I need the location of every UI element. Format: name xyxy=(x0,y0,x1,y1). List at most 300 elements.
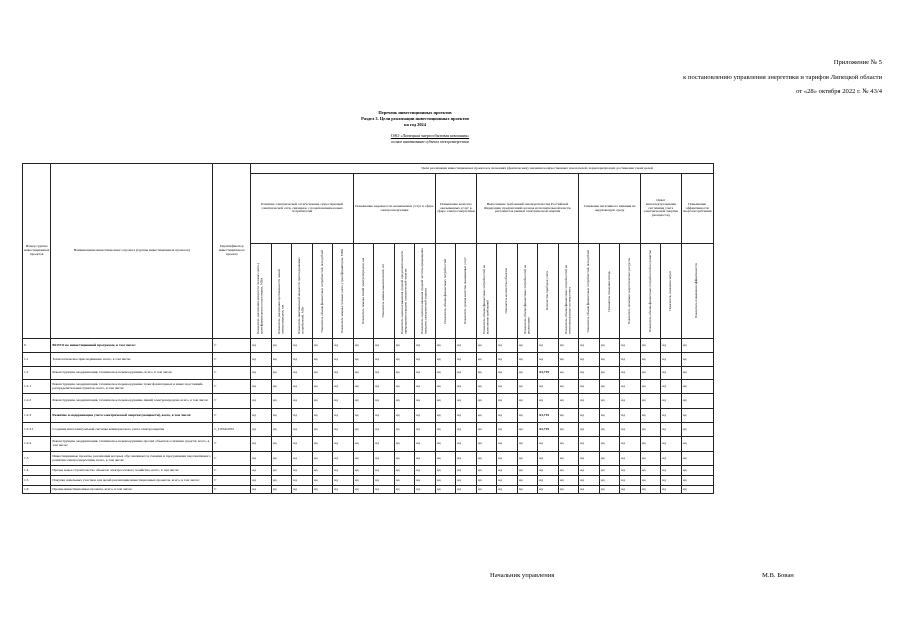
col-header-indicator: Показатель оценки изменения средней продолжительности прекращения передачи электрической энергии xyxy=(394,244,415,339)
value-cell: нд xyxy=(456,353,477,367)
value-cell: нд xyxy=(251,452,272,466)
value-cell: нд xyxy=(661,466,682,476)
value-cell: нд xyxy=(374,409,395,423)
value-cell: нд xyxy=(292,437,313,452)
value-cell: нд xyxy=(353,339,374,353)
col-header-indicator: Показатель снижения затрат xyxy=(661,244,682,339)
value-cell: нд xyxy=(415,452,436,466)
value-cell: нд xyxy=(353,423,374,437)
value-cell: нд xyxy=(394,476,415,486)
value-cell: нд xyxy=(558,353,579,367)
value-cell: нд xyxy=(435,423,456,437)
value-cell: нд xyxy=(312,409,333,423)
group-header: Выполнение требований законодательства Российской Федерации, предписаний органов исполнительной власти, регламентов рынков электрической энергии xyxy=(476,174,579,244)
value-cell: 63,719 xyxy=(538,367,559,380)
value-cell: нд xyxy=(394,394,415,409)
row-id: L_LESK4702 xyxy=(213,423,251,437)
value-cell: нд xyxy=(374,353,395,367)
value-cell: нд xyxy=(579,476,600,486)
value-cell: нд xyxy=(271,353,292,367)
value-cell: нд xyxy=(292,476,313,486)
value-cell: нд xyxy=(456,423,477,437)
value-cell: нд xyxy=(251,437,272,452)
row-name: Реконструкция, модернизация, техническое перевооружение трансформаторных и иных подстанций, распределительных пунктов, всего, в том числе: xyxy=(51,380,213,394)
value-cell: нд xyxy=(415,380,436,394)
value-cell: нд xyxy=(333,339,354,353)
value-cell: нд xyxy=(333,367,354,380)
value-cell: нд xyxy=(312,353,333,367)
row-id: Г xyxy=(213,394,251,409)
row-name: Технологическое присоединение, всего, в том числе: xyxy=(51,353,213,367)
value-cell: нд xyxy=(599,367,620,380)
row-number: 1.1 xyxy=(23,353,51,367)
col-header-indicator: Показатель экономии энергетических ресурсов xyxy=(620,244,641,339)
value-cell: нд xyxy=(271,486,292,494)
footer-position: Начальник управления xyxy=(490,572,555,579)
value-cell: нд xyxy=(456,380,477,394)
value-cell: нд xyxy=(251,409,272,423)
value-cell: нд xyxy=(476,486,497,494)
value-cell: нд xyxy=(333,437,354,452)
col-header-indicator: Показатель оценки изменения средней частоты прекращения передачи электрической энергии xyxy=(415,244,436,339)
col-header-indicator: Показатель объема финансовых потребностей, млн рублей xyxy=(312,244,333,339)
group-header: Охват интеллектуальными системами учета электрической энергии (мощности) xyxy=(640,174,681,244)
value-cell: нд xyxy=(292,380,313,394)
value-cell: нд xyxy=(517,367,538,380)
value-cell: нд xyxy=(435,353,456,367)
row-name: Реконструкция, модернизация, техническое перевооружение прочих объектов основных средств, всего, в том числе: xyxy=(51,437,213,452)
row-id: Г xyxy=(213,476,251,486)
value-cell: нд xyxy=(312,367,333,380)
value-cell: нд xyxy=(353,380,374,394)
value-cell: нд xyxy=(558,380,579,394)
row-name: Реконструкция, модернизация, техническое перевооружение, всего, в том числе: xyxy=(51,367,213,380)
table-row xyxy=(23,476,714,486)
col-header-indicator: Показатель объема финансовых потребностей на развитие xyxy=(640,244,661,339)
value-cell: нд xyxy=(538,452,559,466)
value-cell: нд xyxy=(517,409,538,423)
value-cell: нд xyxy=(394,437,415,452)
group-header: Повышение эффективности энергопотребления xyxy=(681,174,713,244)
value-cell: нд xyxy=(353,486,374,494)
value-cell: нд xyxy=(312,466,333,476)
value-cell: нд xyxy=(599,476,620,486)
value-cell: нд xyxy=(476,339,497,353)
row-number: 1.6 xyxy=(23,486,51,494)
value-cell: нд xyxy=(312,476,333,486)
value-cell: нд xyxy=(640,367,661,380)
row-number: 1.2.3.1 xyxy=(23,423,51,437)
value-cell: нд xyxy=(353,452,374,466)
value-cell: нд xyxy=(456,476,477,486)
row-id: Г xyxy=(213,466,251,476)
value-cell: нд xyxy=(558,486,579,494)
col-header-indicator: Показатель увеличения мощности силовых (авто-) трансформаторов на подстанциях, МВА xyxy=(251,244,272,339)
value-cell: нд xyxy=(394,466,415,476)
row-id: Г xyxy=(213,353,251,367)
col-header-id: Идентификатор инвестиционного проекта xyxy=(213,164,251,339)
value-cell: нд xyxy=(538,437,559,452)
document-title-2: Раздел 3. Цели реализации инвестиционных проектов xyxy=(361,116,469,121)
value-cell: нд xyxy=(435,466,456,476)
col-header-indicator: Показатель количества объектов xyxy=(497,244,518,339)
value-cell: нд xyxy=(681,353,713,367)
value-cell: нд xyxy=(251,394,272,409)
value-cell: нд xyxy=(620,466,641,476)
value-cell: нд xyxy=(271,339,292,353)
value-cell: нд xyxy=(353,394,374,409)
row-number: 1.5 xyxy=(23,476,51,486)
col-header-indicator: Показатель объема финансовых потребностей на выполнение требований xyxy=(476,244,497,339)
value-cell: нд xyxy=(353,476,374,486)
value-cell: нд xyxy=(374,339,395,353)
value-cell: нд xyxy=(312,380,333,394)
value-cell: нд xyxy=(558,476,579,486)
value-cell: нд xyxy=(681,380,713,394)
value-cell: нд xyxy=(394,353,415,367)
col-header-indicator: Показатель объема финансовых потребностей на реализацию xyxy=(517,244,538,339)
value-cell: нд xyxy=(640,394,661,409)
table-row xyxy=(23,437,714,452)
value-cell: нд xyxy=(620,394,641,409)
value-cell: нд xyxy=(661,394,682,409)
header-line3: от «28» октября 2022 г. № 43/4 xyxy=(796,88,882,95)
value-cell: нд xyxy=(620,452,641,466)
value-cell: нд xyxy=(394,380,415,394)
value-cell: нд xyxy=(558,452,579,466)
value-cell: нд xyxy=(353,409,374,423)
value-cell: нд xyxy=(681,409,713,423)
value-cell: нд xyxy=(456,409,477,423)
value-cell: нд xyxy=(599,437,620,452)
value-cell: нд xyxy=(497,486,518,494)
row-number: 1.2 xyxy=(23,367,51,380)
value-cell: нд xyxy=(435,452,456,466)
value-cell: нд xyxy=(415,409,436,423)
value-cell: нд xyxy=(292,339,313,353)
value-cell: нд xyxy=(579,409,600,423)
value-cell: нд xyxy=(292,423,313,437)
col-header-indicator: Показатель объема финансовых потребностей, млн рублей xyxy=(579,244,600,339)
value-cell: нд xyxy=(415,353,436,367)
value-cell: нд xyxy=(333,409,354,423)
value-cell: нд xyxy=(517,394,538,409)
value-cell: нд xyxy=(497,367,518,380)
value-cell: нд xyxy=(497,380,518,394)
value-cell: нд xyxy=(497,423,518,437)
value-cell: нд xyxy=(538,486,559,494)
value-cell: нд xyxy=(394,339,415,353)
value-cell: нд xyxy=(517,339,538,353)
value-cell: нд xyxy=(681,367,713,380)
value-cell: нд xyxy=(640,476,661,486)
value-cell: нд xyxy=(497,452,518,466)
value-cell: нд xyxy=(435,367,456,380)
value-cell: нд xyxy=(374,394,395,409)
value-cell: нд xyxy=(661,380,682,394)
value-cell: нд xyxy=(394,409,415,423)
value-cell: нд xyxy=(415,486,436,494)
value-cell: нд xyxy=(497,339,518,353)
value-cell: нд xyxy=(558,394,579,409)
row-number: 1.2.1 xyxy=(23,380,51,394)
row-id: Г xyxy=(213,380,251,394)
group-header: Развитие электрической сети/усиление существующей электрической сети, связанное с подключением новых потребителей xyxy=(251,174,354,244)
table-row xyxy=(23,486,714,494)
value-cell: нд xyxy=(517,437,538,452)
value-cell: нд xyxy=(374,380,395,394)
row-id: Г xyxy=(213,452,251,466)
row-name: ВСЕГО по инвестиционной программе, в том числе: xyxy=(51,339,213,353)
value-cell: нд xyxy=(353,367,374,380)
col-header-name: Наименование инвестиционного проекта (группы инвестиционных проектов) xyxy=(51,164,213,339)
value-cell: нд xyxy=(394,367,415,380)
organization-caption: полное наименование субъекта электроэнергетики xyxy=(391,140,469,144)
value-cell: нд xyxy=(476,394,497,409)
table-row xyxy=(23,353,714,367)
value-cell: нд xyxy=(558,423,579,437)
value-cell: нд xyxy=(435,486,456,494)
row-id: Г xyxy=(213,486,251,494)
value-cell: нд xyxy=(661,476,682,486)
value-cell: нд xyxy=(579,486,600,494)
value-cell: нд xyxy=(620,353,641,367)
value-cell: нд xyxy=(579,367,600,380)
table-row xyxy=(23,423,714,437)
value-cell: нд xyxy=(476,353,497,367)
value-cell: нд xyxy=(497,394,518,409)
value-cell: нд xyxy=(271,423,292,437)
table-row xyxy=(23,339,714,353)
group-header: Повышение надежности оказываемых услуг в сфере электроэнергетики xyxy=(353,174,435,244)
col-header-indicator: Показатель замены линий электропередачи, км xyxy=(353,244,374,339)
row-number: 0 xyxy=(23,339,51,353)
value-cell: нд xyxy=(476,367,497,380)
value-cell: нд xyxy=(558,466,579,476)
value-cell: нд xyxy=(374,437,395,452)
value-cell: нд xyxy=(333,476,354,486)
value-cell: нд xyxy=(333,452,354,466)
value-cell: нд xyxy=(620,380,641,394)
value-cell: нд xyxy=(476,423,497,437)
value-cell: нд xyxy=(353,466,374,476)
value-cell: нд xyxy=(353,353,374,367)
row-id: Г xyxy=(213,339,251,353)
value-cell: нд xyxy=(579,466,600,476)
value-cell: нд xyxy=(394,486,415,494)
value-cell: нд xyxy=(579,353,600,367)
value-cell: нд xyxy=(620,339,641,353)
value-cell: нд xyxy=(456,486,477,494)
value-cell: нд xyxy=(251,476,272,486)
value-cell: нд xyxy=(681,394,713,409)
row-name: Реконструкция, модернизация, техническое перевооружение линий электропередачи, всего, в том числе: xyxy=(51,394,213,409)
value-cell: нд xyxy=(374,423,395,437)
value-cell: нд xyxy=(333,486,354,494)
value-cell: нд xyxy=(271,466,292,476)
value-cell: нд xyxy=(640,423,661,437)
value-cell: нд xyxy=(599,452,620,466)
value-cell: нд xyxy=(599,339,620,353)
value-cell: нд xyxy=(497,353,518,367)
row-number: 1.4 xyxy=(23,466,51,476)
value-cell: нд xyxy=(374,367,395,380)
value-cell: нд xyxy=(292,353,313,367)
row-id: Г xyxy=(213,437,251,452)
value-cell: нд xyxy=(435,476,456,486)
table-row xyxy=(23,452,714,466)
value-cell: нд xyxy=(292,394,313,409)
row-number: 1.2.4 xyxy=(23,437,51,452)
col-header-indicator: Количество приборов учета xyxy=(538,244,559,339)
value-cell: нд xyxy=(661,437,682,452)
value-cell: нд xyxy=(579,380,600,394)
value-cell: нд xyxy=(620,423,641,437)
value-cell: нд xyxy=(353,437,374,452)
value-cell: нд xyxy=(517,353,538,367)
col-header-indicator: Показатель объема финансовых потребностей на интеллектуальные системы учета xyxy=(558,244,579,339)
investment-table xyxy=(22,163,714,494)
col-header-indicator: Показатель увеличения протяженности линий электропередачи, км xyxy=(271,244,292,339)
col-header-indicator: Показатель максимальной мощности присоединяемых потребителей, МВт xyxy=(292,244,313,339)
value-cell: нд xyxy=(292,452,313,466)
value-cell: нд xyxy=(538,476,559,486)
value-cell: нд xyxy=(251,339,272,353)
value-cell: нд xyxy=(599,353,620,367)
header-line1: Приложение № 5 xyxy=(833,59,882,66)
value-cell: нд xyxy=(538,339,559,353)
value-cell: нд xyxy=(517,466,538,476)
value-cell: нд xyxy=(640,409,661,423)
value-cell: нд xyxy=(599,466,620,476)
value-cell: нд xyxy=(394,423,415,437)
row-name: Развитие и модернизация учета электрической энергии (мощности), всего, в том числе: xyxy=(51,409,213,423)
group-header: Снижение негативного влияния на окружающую среду xyxy=(579,174,641,244)
value-cell: нд xyxy=(312,423,333,437)
value-cell: нд xyxy=(435,380,456,394)
row-name: Прочие инвестиционные проекты, всего, в том числе: xyxy=(51,486,213,494)
value-cell: нд xyxy=(312,486,333,494)
value-cell: нд xyxy=(312,452,333,466)
value-cell: нд xyxy=(640,486,661,494)
value-cell: нд xyxy=(292,367,313,380)
value-cell: нд xyxy=(251,353,272,367)
value-cell: нд xyxy=(251,367,272,380)
value-cell: нд xyxy=(251,380,272,394)
value-cell: нд xyxy=(681,339,713,353)
col-header-indicator: Показатель замены выключателей, шт xyxy=(374,244,395,339)
row-number: 1.3 xyxy=(23,452,51,466)
value-cell: нд xyxy=(333,423,354,437)
table-row xyxy=(23,466,714,476)
value-cell: нд xyxy=(661,486,682,494)
value-cell: нд xyxy=(558,339,579,353)
row-id: Г xyxy=(213,367,251,380)
value-cell: нд xyxy=(312,339,333,353)
value-cell: нд xyxy=(599,409,620,423)
value-cell: нд xyxy=(456,367,477,380)
value-cell: нд xyxy=(579,452,600,466)
value-cell: нд xyxy=(251,466,272,476)
col-header-indicator: Показатель уровня качества оказываемых услуг xyxy=(456,244,477,339)
value-cell: нд xyxy=(292,466,313,476)
document-title-3: на год 2024 xyxy=(404,122,426,127)
table-row xyxy=(23,367,714,380)
value-cell: нд xyxy=(435,339,456,353)
value-cell: нд xyxy=(333,380,354,394)
value-cell: нд xyxy=(415,394,436,409)
footer-signature-name: М.В. Бован xyxy=(762,572,794,579)
value-cell: нд xyxy=(661,353,682,367)
value-cell: нд xyxy=(538,394,559,409)
value-cell: нд xyxy=(476,409,497,423)
value-cell: нд xyxy=(681,476,713,486)
document-title-1: Перечень инвестиционных проектов xyxy=(378,110,452,115)
value-cell: нд xyxy=(497,466,518,476)
value-cell: нд xyxy=(620,486,641,494)
row-name: Создание интеллектуальной системы коммерческого учета электроэнергии xyxy=(51,423,213,437)
value-cell: нд xyxy=(456,339,477,353)
value-cell: нд xyxy=(333,353,354,367)
value-cell: нд xyxy=(415,367,436,380)
table-row xyxy=(23,394,714,409)
row-number: 1.2.3 xyxy=(23,409,51,423)
group-header: Повышение качества оказываемых услуг в сфере электроэнергетики xyxy=(435,174,476,244)
value-cell: нд xyxy=(415,339,436,353)
value-cell: нд xyxy=(271,452,292,466)
value-cell: нд xyxy=(681,466,713,476)
value-cell: нд xyxy=(558,437,579,452)
value-cell: нд xyxy=(579,423,600,437)
organization-name: ОАО «Липецкая энергосбытовая компания» xyxy=(390,133,470,138)
value-cell: нд xyxy=(476,476,497,486)
value-cell: нд xyxy=(456,452,477,466)
value-cell: нд xyxy=(394,452,415,466)
value-cell: нд xyxy=(271,367,292,380)
value-cell: нд xyxy=(661,339,682,353)
col-header-goals: Цели реализации инвестиционных проектов в значениях (фактических) значения количественных показателей, характеризующих достижение таких целей xyxy=(251,164,713,174)
value-cell: нд xyxy=(456,437,477,452)
value-cell: нд xyxy=(435,437,456,452)
value-cell: нд xyxy=(497,437,518,452)
value-cell: нд xyxy=(271,394,292,409)
value-cell: нд xyxy=(517,452,538,466)
col-header-indicator: Показатель замены силовых (авто-) трансформаторов, МВА xyxy=(333,244,354,339)
value-cell: нд xyxy=(661,367,682,380)
value-cell: нд xyxy=(333,466,354,476)
value-cell: нд xyxy=(661,409,682,423)
value-cell: нд xyxy=(640,339,661,353)
value-cell: нд xyxy=(517,486,538,494)
value-cell: нд xyxy=(599,486,620,494)
value-cell: нд xyxy=(312,437,333,452)
value-cell: нд xyxy=(640,466,661,476)
value-cell: нд xyxy=(579,394,600,409)
col-header-indicator: Показатель повышения эффективности xyxy=(681,244,713,339)
value-cell: нд xyxy=(599,394,620,409)
value-cell: нд xyxy=(374,476,395,486)
value-cell: нд xyxy=(374,486,395,494)
row-id: Г xyxy=(213,409,251,423)
value-cell: нд xyxy=(599,380,620,394)
value-cell: нд xyxy=(538,466,559,476)
value-cell: нд xyxy=(681,486,713,494)
value-cell: нд xyxy=(435,394,456,409)
value-cell: нд xyxy=(538,353,559,367)
value-cell: нд xyxy=(476,437,497,452)
value-cell: нд xyxy=(497,476,518,486)
value-cell: нд xyxy=(640,452,661,466)
